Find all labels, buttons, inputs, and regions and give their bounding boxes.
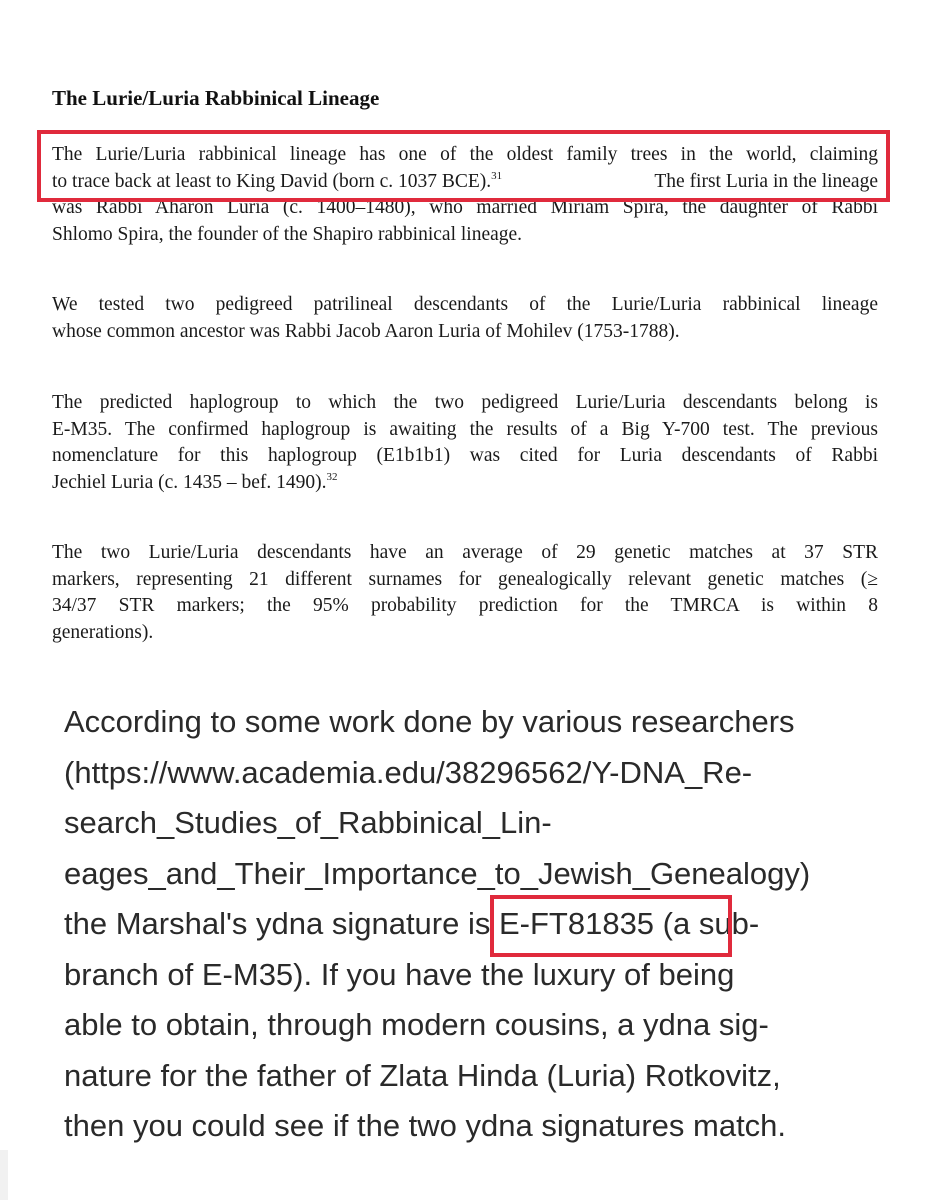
edge-shadow [0,1150,8,1200]
comment-line: (https://www.academia.edu/38296562/Y-DNA_Re- [64,754,753,790]
footnote-ref: 31 [491,169,503,182]
comment-text [64,697,884,1152]
comment-line: then you could see if the two ydna signatures match. [64,1108,787,1143]
comment-line: nature for the father of Zlata Hinda (Luria) Rotkovitz, [64,1057,781,1093]
document-title: The Lurie/Luria Rabbinical Lineage [52,86,380,110]
comment-line: According to some work done by various researchers [64,704,795,739]
footnote-ref: 32 [326,470,338,483]
paragraph-line-part: to trace back at least to King David (born c. 1037 BCE).$^{31}$ [52,169,503,192]
paragraph-line: The two Lurie/Luria descendants have an average of 29 genetic matches at 37 STR [52,542,878,563]
paragraph-line: E-M35. The confirmed haplogroup is awaiting the results of a Big Y-700 test. The previous [52,418,878,440]
paragraph-line: The Lurie/Luria rabbinical lineage has one of the oldest family trees in the world, claiming [52,144,878,165]
paragraph-line-part: The first Luria in the lineage [654,170,878,192]
paragraph-line: 34/37 STR markers; the 95% probability prediction for the TMRCA is within 8 [52,595,878,616]
paragraph-line: markers, representing 21 different surnames for genealogically relevant genetic matches (≥ [52,568,878,590]
paragraph-line: was Rabbi Aharon Luria (c. 1400–1480), who married Miriam Spira, the daughter of Rabbi [52,197,878,218]
paragraph-lineage-intro [52,142,878,248]
paragraph-line [52,169,878,196]
paragraph-line: The predicted haplogroup to which the two pedigreed Lurie/Luria descendants belong is [52,392,878,413]
comment-line: the Marshal's ydna signature is E-FT81835 (a sub- [64,906,760,941]
paragraph-line: We tested two pedigreed patrilineal descendants of the Lurie/Luria rabbinical lineage [52,294,878,315]
paragraph-line: nomenclature for this haplogroup (E1b1b1) was cited for Luria descendants of Rabbi [52,445,878,466]
paragraph-line: generations). [52,621,154,643]
paragraph-genetic-matches [52,540,878,646]
paragraph-line: Shlomo Spira, the founder of the Shapiro rabbinical lineage. [52,223,523,245]
paragraph-line: whose common ancestor was Rabbi Jacob Aaron Luria of Mohilev (1753-1788). [52,320,680,342]
paragraph-line: Jechiel Luria (c. 1435 – bef. 1490).$^{32}$ [52,470,338,493]
comment-line: able to obtain, through modern cousins, a ydna sig- [64,1007,769,1042]
comment-line: branch of E-M35). If you have the luxury of being [64,956,735,992]
comment-line: eages_and_Their_Importance_to_Jewish_Genealogy) [64,855,811,891]
paragraph-tested-descendants [52,292,878,345]
comment-line: search_Studies_of_Rabbinical_Lin- [64,805,552,840]
paragraph-haplogroup [52,390,878,496]
